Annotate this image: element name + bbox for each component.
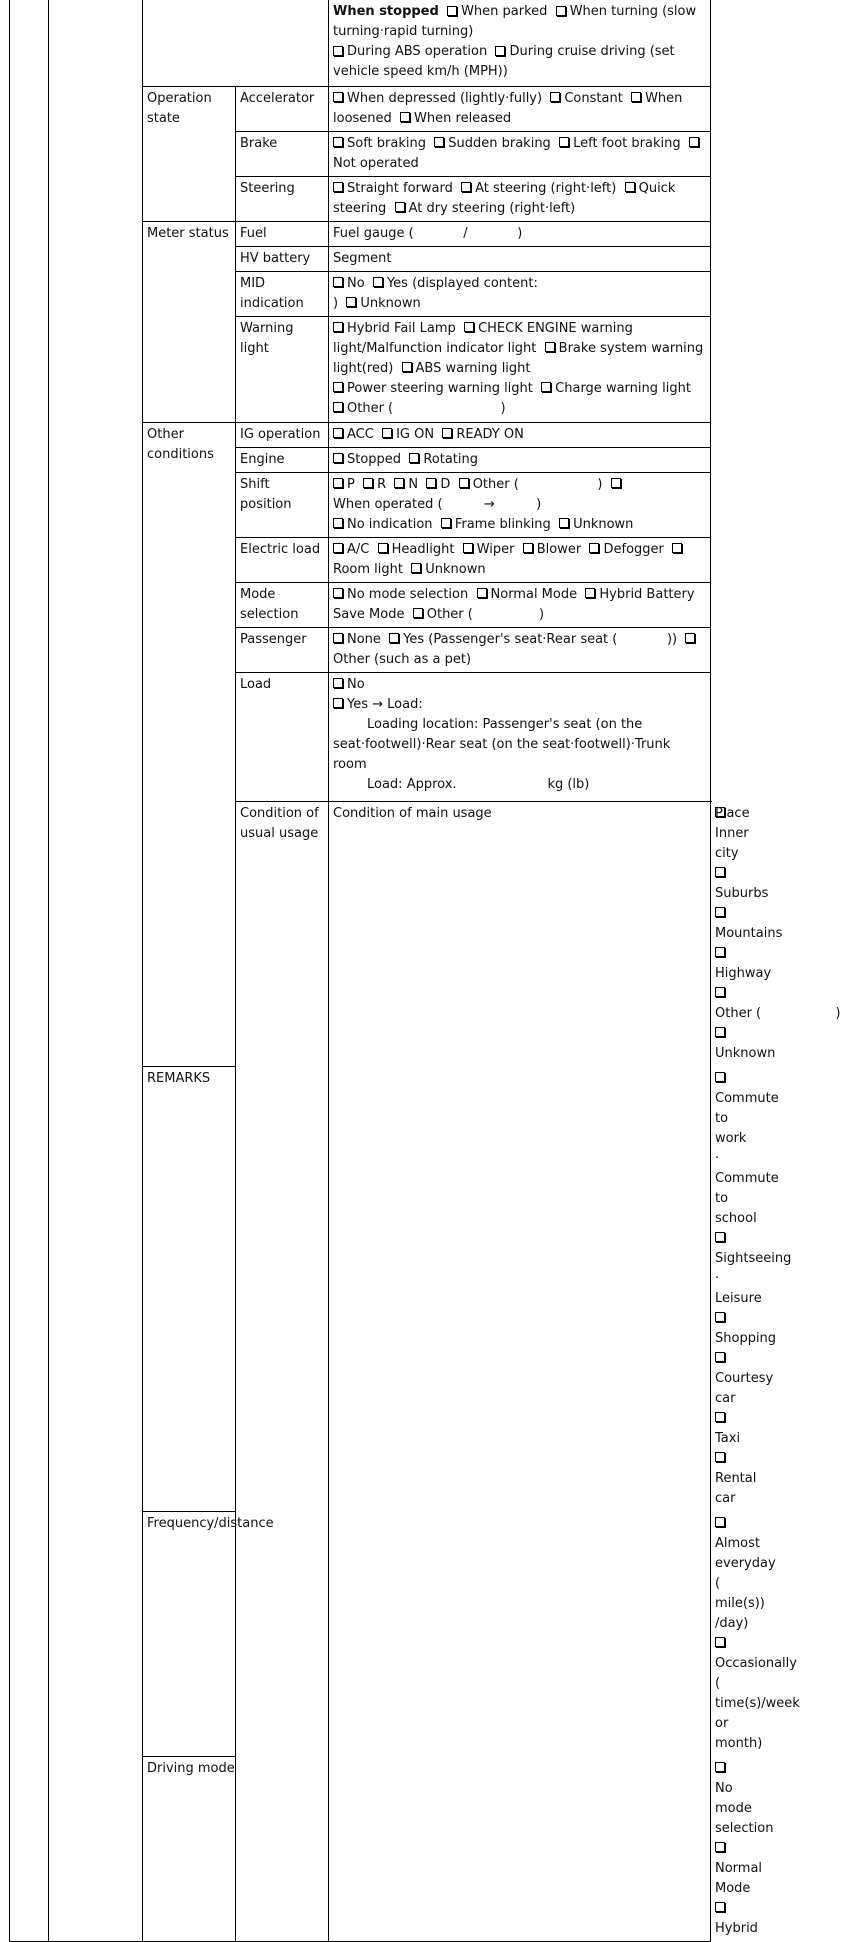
checkbox-warning-other[interactable] bbox=[333, 402, 343, 412]
other-conditions-label: Other conditions bbox=[143, 422, 236, 1066]
checkbox-power-steering-warning[interactable] bbox=[333, 382, 343, 392]
checkbox-almost-everyday[interactable] bbox=[715, 1517, 725, 1527]
load-options: No Yes → Load: Loading location: Passenger's seat (on the seat·footwell)·Rear seat (on the seat·footwell)·Trunk room Load: Approx. kg (lb) bbox=[329, 672, 711, 801]
checkbox-acc[interactable] bbox=[333, 428, 343, 438]
fuel-label: Fuel bbox=[236, 221, 329, 246]
checkbox-dry-steering[interactable] bbox=[395, 202, 405, 212]
checkbox-at-steering[interactable] bbox=[461, 182, 471, 192]
steering-label: Steering bbox=[236, 176, 329, 221]
checkbox-shift-p[interactable] bbox=[333, 478, 343, 488]
left-column-continued bbox=[10, 0, 49, 1941]
load-approx-field[interactable]: Load: Approx. kg (lb) bbox=[367, 776, 590, 792]
checkbox-shift-unknown[interactable] bbox=[559, 518, 569, 528]
main-usage-label: Condition of main usage bbox=[329, 801, 711, 1941]
checkbox-mode-other[interactable] bbox=[413, 608, 423, 618]
checkbox-charge-warning[interactable] bbox=[541, 382, 551, 392]
checkbox-shopping[interactable] bbox=[715, 1312, 725, 1322]
meter-status-label: Meter status bbox=[143, 221, 236, 422]
checkbox-shift-other[interactable] bbox=[459, 478, 469, 488]
checkbox-hybrid-fail-lamp[interactable] bbox=[333, 322, 343, 332]
shift-position-options: P R N D Other ( ) When operated ( → ) No indication Frame blinking Unknown bbox=[329, 472, 711, 537]
checkbox-occasionally[interactable] bbox=[715, 1637, 725, 1647]
checkbox-sightseeing[interactable] bbox=[715, 1232, 725, 1242]
checkbox-load-yes[interactable] bbox=[333, 698, 343, 708]
passenger-label: Passenger bbox=[236, 627, 329, 672]
fuel-gauge-field[interactable]: Fuel gauge ( / ) bbox=[329, 221, 711, 246]
brake-label: Brake bbox=[236, 131, 329, 176]
checkbox-ig-on[interactable] bbox=[382, 428, 392, 438]
checkbox-engine-rotating[interactable] bbox=[409, 453, 419, 463]
accelerator-options: When depressed (lightly·fully) Constant When loosened When released bbox=[329, 86, 711, 131]
checkbox-when-released[interactable] bbox=[400, 112, 410, 122]
warning-light-label: Warning light bbox=[236, 316, 329, 422]
checkbox-shift-r[interactable] bbox=[363, 478, 373, 488]
checkbox-constant[interactable] bbox=[550, 92, 560, 102]
checkbox-quick-steering[interactable] bbox=[625, 182, 635, 192]
checkbox-taxi[interactable] bbox=[715, 1412, 725, 1422]
checkbox-cruise-driving[interactable] bbox=[495, 46, 505, 56]
checkbox-passenger-yes[interactable] bbox=[389, 633, 399, 643]
checkbox-dm-normal[interactable] bbox=[715, 1842, 725, 1852]
driving-condition-label-cell bbox=[143, 0, 329, 86]
checkbox-shift-d[interactable] bbox=[426, 478, 436, 488]
checkbox-sudden-braking[interactable] bbox=[434, 137, 444, 147]
checkbox-frame-blinking[interactable] bbox=[441, 518, 451, 528]
remarks-label: REMARKS bbox=[143, 1066, 329, 1511]
checkbox-mid-no[interactable] bbox=[333, 277, 343, 287]
checkbox-when-turning[interactable] bbox=[556, 6, 566, 16]
checkbox-inner-city[interactable] bbox=[715, 807, 725, 817]
checkbox-highway[interactable] bbox=[715, 947, 725, 957]
load-label: Load bbox=[236, 672, 329, 801]
checkbox-no-mode-selection[interactable] bbox=[333, 588, 343, 598]
checkbox-electric-unknown[interactable] bbox=[411, 563, 421, 573]
inspection-form-table: When stopped When parked When turning (slow turning·rapid turning) During ABS operation During cruise driving (set vehicle speed km/h (MPH)) Operation state Accelerator When depressed (lightly·fully) Constant When loosened When released Brake Soft braking Sudden braking Left foot braking Not operated Steering Straight forward At steering (right·left) Quick steering At dry steering (right·left) Meter status Fuel Fuel gauge ( / ) HV battery Segment MID indication No Yes (displayed content: ) Unknown Warning light Hybrid Fail Lamp CHECK ENGINE warning light/Malfunction indicator light Brake system warning light(red) ABS warning light Power steering warning light Charge warning light Other ( ) Other conditions IG operation ACC IG ON READY ON Engine Stopped Rotating Shift position P R N D Other ( ) When operated ( → ) No indication Frame blinking Unknown Electric load A/C Headlight Wiper Blower Defogger Room light Unknown Mode selection No mode selection Normal Mode Hybrid Battery Save Mode Other ( ) Passenger None Yes (Passenger's seat·Rear seat ( )) Other (such as a pet) Load No Yes → Load: Loading location: Passenger's seat (on the seat·footwell)·Rear seat (on the seat·footwell)·Trunk room Load: Approx. kg (lb) Condition of usual usage Condition of main usage Place Inner city Suburbs Mountains Highway Other ( ) Unknown REMARKS Commute to work · Commute to school Sightseeing · Leisure Shopping Courtesy car Taxi Rental car Frequency/distance Almost everyday ( mile(s)) /day) Occasionally ( time(s)/week or month) Driving mode No mode selection Normal Mode Hybrid bbox=[9, 0, 711, 1942]
when-stopped-label: When stopped bbox=[333, 4, 439, 19]
checkbox-ready-on[interactable] bbox=[442, 428, 452, 438]
checkbox-room-light[interactable] bbox=[672, 543, 682, 553]
hv-battery-label: HV battery bbox=[236, 246, 329, 271]
shift-position-label: Shift position bbox=[236, 472, 329, 537]
ig-operation-label: IG operation bbox=[236, 422, 329, 447]
second-column-continued bbox=[49, 0, 143, 1941]
checkbox-rental-car[interactable] bbox=[715, 1452, 725, 1462]
checkbox-straight-forward[interactable] bbox=[333, 182, 343, 192]
checkbox-mid-yes[interactable] bbox=[373, 277, 383, 287]
checkbox-place-unknown[interactable] bbox=[715, 1027, 725, 1037]
warning-light-options: Hybrid Fail Lamp CHECK ENGINE warning light/Malfunction indicator light Brake system warning light(red) ABS warning light Power steering warning light Charge warning light Other ( ) bbox=[329, 316, 711, 422]
checkbox-shift-when-operated[interactable] bbox=[611, 478, 621, 488]
ig-operation-options: ACC IG ON READY ON bbox=[329, 422, 711, 447]
checkbox-when-loosened[interactable] bbox=[631, 92, 641, 102]
checkbox-wiper[interactable] bbox=[463, 543, 473, 553]
checkbox-blower[interactable] bbox=[523, 543, 533, 553]
checkbox-dm-no-mode[interactable] bbox=[715, 1762, 725, 1772]
checkbox-defogger[interactable] bbox=[589, 543, 599, 553]
checkbox-passenger-other[interactable] bbox=[685, 633, 695, 643]
driving-mode-label: Driving mode bbox=[143, 1756, 329, 1941]
mode-selection-label: Mode selection bbox=[236, 582, 329, 627]
checkbox-load-no[interactable] bbox=[333, 678, 343, 688]
frequency-label: Frequency/distance bbox=[143, 1511, 329, 1756]
checkbox-mid-unknown[interactable] bbox=[346, 297, 356, 307]
checkbox-suburbs[interactable] bbox=[715, 867, 725, 877]
mode-selection-options: No mode selection Normal Mode Hybrid Battery Save Mode Other ( ) bbox=[329, 582, 711, 627]
engine-label: Engine bbox=[236, 447, 329, 472]
checkbox-hybrid-battery-save[interactable] bbox=[585, 588, 595, 598]
checkbox-not-operated[interactable] bbox=[689, 137, 699, 147]
checkbox-left-foot-braking[interactable] bbox=[559, 137, 569, 147]
checkbox-check-engine[interactable] bbox=[464, 322, 474, 332]
driving-condition-options: When stopped When parked When turning (slow turning·rapid turning) During ABS operation During cruise driving (set vehicle speed km/h (MPH)) bbox=[329, 0, 711, 86]
checkbox-brake-system-warning[interactable] bbox=[545, 342, 555, 352]
checkbox-abs-operation[interactable] bbox=[333, 46, 343, 56]
checkbox-headlight[interactable] bbox=[378, 543, 388, 553]
checkbox-engine-stopped[interactable] bbox=[333, 453, 343, 463]
checkbox-commute[interactable] bbox=[715, 1072, 725, 1082]
hv-battery-segment[interactable]: Segment bbox=[329, 246, 711, 271]
checkbox-passenger-none[interactable] bbox=[333, 633, 343, 643]
engine-options: Stopped Rotating bbox=[329, 447, 711, 472]
checkbox-courtesy-car[interactable] bbox=[715, 1352, 725, 1362]
checkbox-dm-hybrid[interactable] bbox=[715, 1902, 725, 1912]
steering-options: Straight forward At steering (right·left) Quick steering At dry steering (right·left) bbox=[329, 176, 711, 221]
operation-state-label: Operation state bbox=[143, 86, 236, 221]
mid-indication-options: No Yes (displayed content: ) Unknown bbox=[329, 271, 711, 316]
checkbox-no-indication[interactable] bbox=[333, 518, 343, 528]
checkbox-place-other[interactable] bbox=[715, 987, 725, 997]
usual-usage-label: Condition of usual usage bbox=[236, 801, 329, 1941]
checkbox-soft-braking[interactable] bbox=[333, 137, 343, 147]
loading-location-text: Loading location: Passenger's seat (on the seat·footwell)·Rear seat (on the seat·footwell)·Trunk room bbox=[333, 716, 671, 772]
checkbox-when-parked[interactable] bbox=[447, 6, 457, 16]
mid-indication-label: MID indication bbox=[236, 271, 329, 316]
checkbox-shift-n[interactable] bbox=[394, 478, 404, 488]
checkbox-normal-mode[interactable] bbox=[477, 588, 487, 598]
checkbox-when-depressed[interactable] bbox=[333, 92, 343, 102]
checkbox-abs-warning[interactable] bbox=[402, 362, 412, 372]
checkbox-ac[interactable] bbox=[333, 543, 343, 553]
checkbox-mountains[interactable] bbox=[715, 907, 725, 917]
electric-load-label: Electric load bbox=[236, 537, 329, 582]
passenger-options: None Yes (Passenger's seat·Rear seat ( )) Other (such as a pet) bbox=[329, 627, 711, 672]
electric-load-options: A/C Headlight Wiper Blower Defogger Room light Unknown bbox=[329, 537, 711, 582]
accelerator-label: Accelerator bbox=[236, 86, 329, 131]
brake-options: Soft braking Sudden braking Left foot braking Not operated bbox=[329, 131, 711, 176]
